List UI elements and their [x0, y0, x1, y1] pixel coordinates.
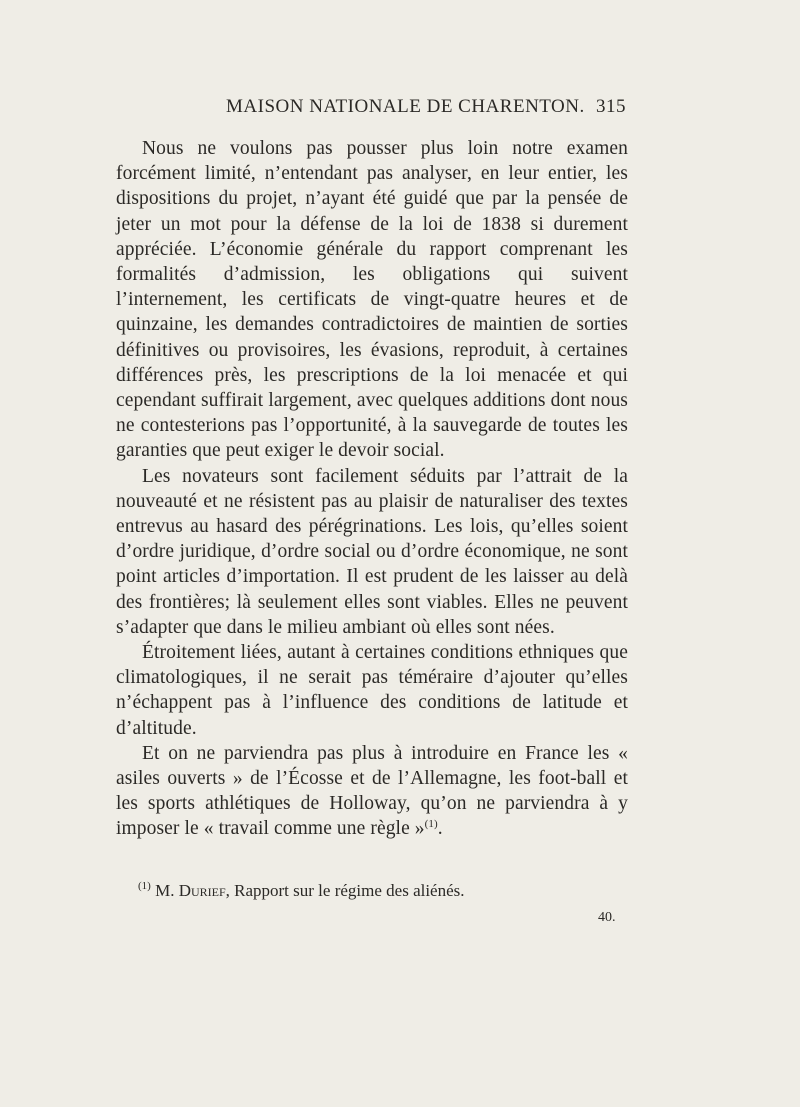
footnote-text: , Rapport sur le régime des aliénés.	[225, 881, 465, 900]
paragraph-3: Étroitement liées, autant à certaines conditions ethniques que climatologiques, il ne serait pas téméraire d’ajouter qu’elles n’échappent pas à l’influence des conditions de latitude et d’altitude.	[116, 642, 628, 739]
footnote-author: M. Durief	[155, 881, 226, 900]
signature-mark: 40.	[598, 910, 616, 925]
paragraph-2: Les novateurs sont facilement séduits par l’attrait de la nouveauté et ne résistent pas au plaisir de naturaliser des textes entrevus au hasard des pérégrinations. Les lois, qu’elles soient d’ordre juridique, d’ordre social ou d’ordre économique, ne sont point articles d’importation. Il est prudent de les laisser au delà des frontières; là seulement elles sont viables. Elles ne peuvent s’adapter que dans le milieu ambiant où elles sont nées.	[116, 465, 628, 638]
page-number: 315	[596, 96, 626, 117]
paragraph-4-text: Et on ne parviendra pas plus à introduire en France les « asiles ouverts » de l’Écosse et de l’Allemagne, les foot-ball et les sports athlétiques de Holloway, qu’on ne parviendra à y imposer le « travail comme une règle »	[116, 742, 628, 840]
paragraph-4-end: .	[437, 818, 443, 840]
footnote-reference: (1)	[424, 818, 438, 831]
footnote	[138, 880, 628, 902]
paragraph-4	[116, 741, 628, 842]
header-title: MAISON NATIONALE DE CHARENTON.	[226, 96, 585, 117]
footnote-marker: (1)	[138, 880, 151, 892]
paragraph-1: Nous ne voulons pas pousser plus loin notre examen forcément limité, n’entendant pas analyser, en leur entier, les dispositions du projet, n’ayant été guidé que par la pensée de jeter un mot pour la défense de la loi de 1838 si durement appréciée. L’économie générale du rapport comprenant les formalités d’admission, les obligations qui suivent l’internement, les certificats de vingt-quatre heures et de quinzaine, les demandes contradictoires de maintien de sorties définitives ou provisoires, les évasions, reproduit, à certaines différences près, les prescriptions de la loi menacée et qui cependant suffirait largement, avec quelques additions dont nous ne contesterions pas l’opportunité, à la sauvegarde de toutes les garanties que peut exiger le devoir social.	[116, 138, 628, 462]
body-text	[116, 136, 628, 842]
